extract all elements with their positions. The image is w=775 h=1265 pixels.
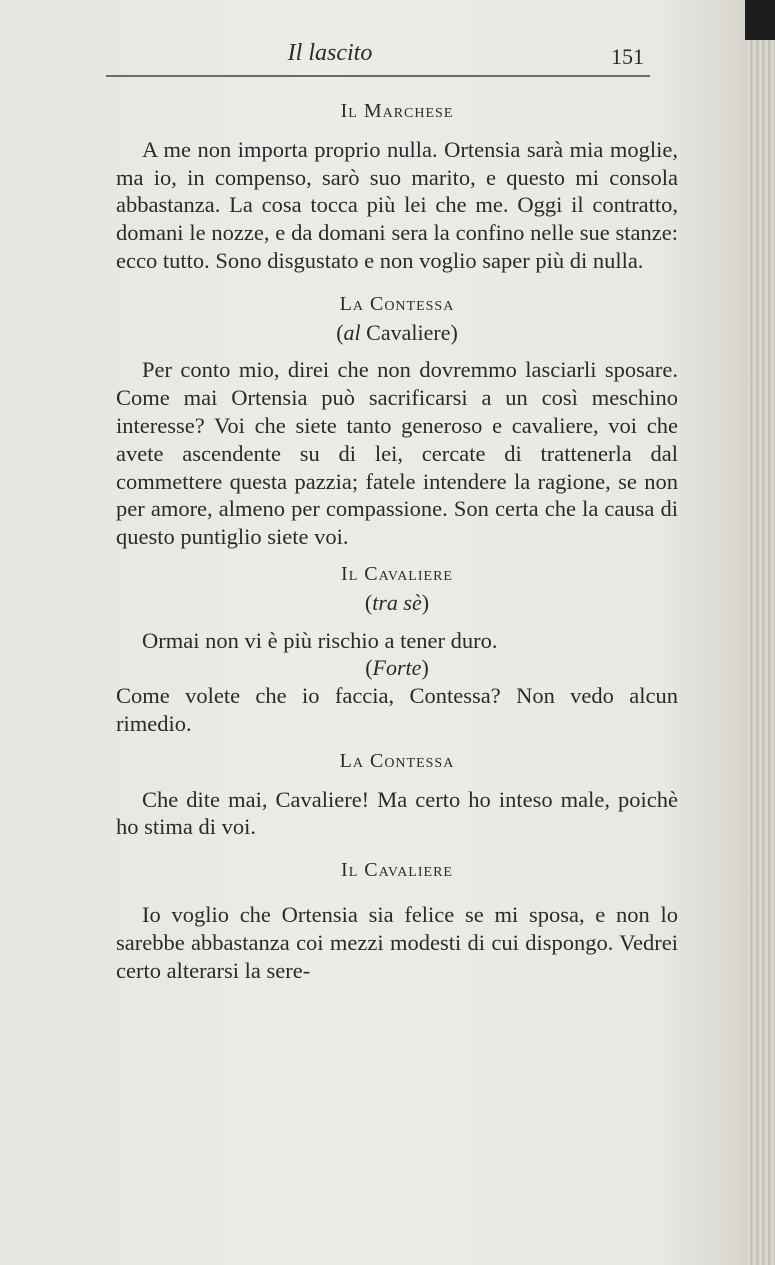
stage-direction: (tra sè): [364, 589, 430, 615]
dialogue-paragraph: Per conto mio, direi che non dovremmo lasciarli sposare. Come mai Ortensia può sacrificarsi a un così meschino interesse? Voi che siete tanto generoso e cavaliere, voi che avete ascendente su di lei, cercate di trattenerla dal commettere questa pazzia; fatele intendere la ragione, se non per amore, almeno per compassione. Son certa che la causa di questo puntiglio siete voi.: [116, 357, 678, 550]
dialogue-paragraph: Come volete che io faccia, Contessa? Non vedo alcun rimedio.: [116, 683, 678, 736]
running-title: Il lascito: [287, 40, 373, 66]
speaker-heading: La Contessa: [339, 749, 455, 772]
page-number: 151: [611, 44, 644, 69]
stage-direction: (Forte): [365, 655, 429, 681]
speaker-heading: Il Cavaliere: [341, 859, 453, 882]
dialogue-paragraph: Ormai non vi è più rischio a tener duro.: [142, 627, 498, 653]
dialogue-paragraph: A me non importa proprio nulla. Ortensia sarà mia moglie, ma io, in compenso, sarò suo marito, e questo mi consola abbastanza. La cosa tocca più lei che me. Oggi il contratto, domani le nozze, e da domani sera la confino nelle sue stanze: ecco tutto. Sono disgustato e non voglio saper più di nulla.: [116, 136, 678, 273]
speaker-heading: Il Cavaliere: [341, 562, 453, 585]
page-edge-stack: [747, 0, 775, 1265]
stage-direction: (al Cavaliere): [336, 319, 458, 345]
page-corner-shadow: [745, 0, 775, 40]
header-rule: [106, 75, 650, 77]
speaker-heading: La Contessa: [339, 292, 455, 315]
dialogue-paragraph: Io voglio che Ortensia sia felice se mi sposa, e non lo sarebbe abbastanza coi mezzi modesti di cui dispongo. Vedrei certo alterarsi la sere-: [116, 901, 678, 983]
speaker-heading: Il Marchese: [340, 100, 454, 122]
page-header: [110, 40, 650, 74]
page-body: [116, 98, 678, 984]
dialogue-paragraph: Che dite mai, Cavaliere! Ma certo ho inteso male, poichè ho stima di voi.: [116, 786, 678, 840]
